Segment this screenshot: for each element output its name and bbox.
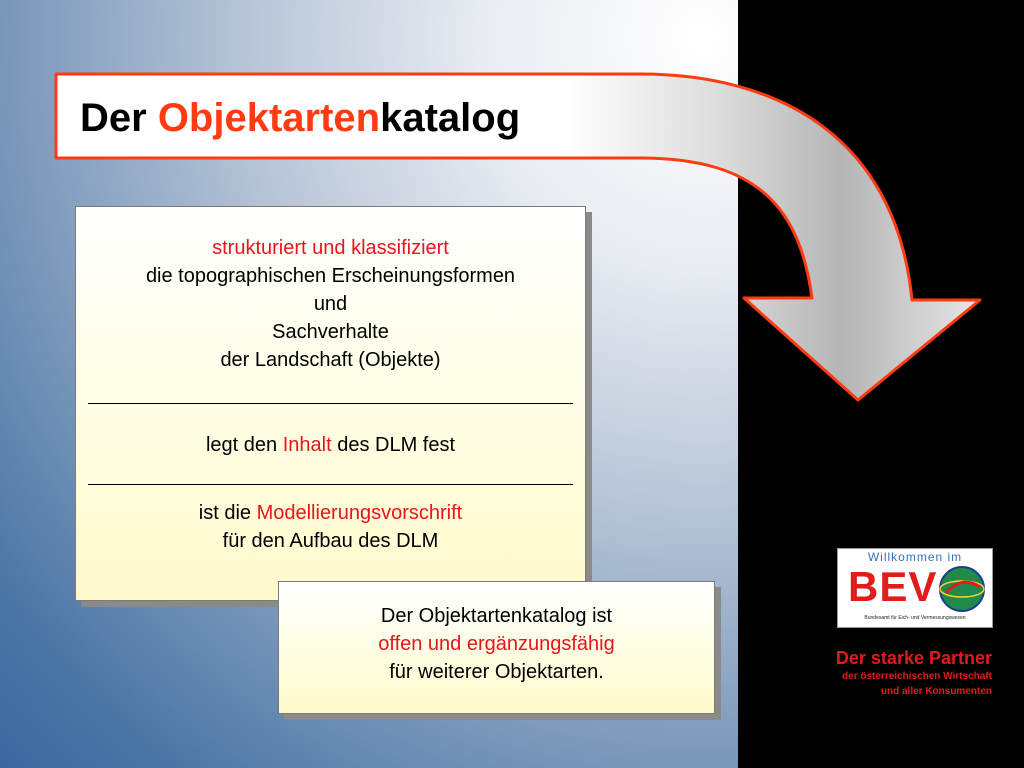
partner-slogan	[836, 648, 992, 699]
inhalt-highlight: Inhalt	[282, 434, 332, 456]
box1-line2: die topographischen Erscheinungsformen	[145, 265, 516, 287]
title-prefix: Der	[80, 96, 158, 140]
divider	[88, 403, 573, 404]
partner-line1: Der starke Partner	[835, 648, 992, 668]
box1-line4: Sachverhalte	[272, 321, 389, 343]
box1-inhalt	[76, 431, 585, 459]
modell-pre: ist die	[198, 502, 257, 524]
inhalt-post: des DLM fest	[331, 434, 456, 456]
box1-line1: strukturiert und klassifiziert	[212, 237, 449, 259]
box2-line2: offen und ergänzungsfähig	[378, 633, 615, 655]
definition-box	[75, 206, 586, 601]
inhalt-pre: legt den	[205, 434, 283, 456]
partner-line3: und aller Konsumenten	[880, 686, 992, 697]
bev-logo	[837, 548, 993, 628]
divider	[88, 484, 573, 485]
box1-line5: der Landschaft (Objekte)	[220, 349, 441, 371]
logo-name: BEV	[848, 563, 938, 610]
logo-welcome: Willkommen im	[867, 550, 963, 564]
modell-line2: für den Aufbau des DLM	[222, 530, 439, 552]
partner-line2: der österreichischen Wirtschaft	[842, 671, 992, 682]
box2-line3: für weiterer Objektarten.	[389, 661, 604, 683]
box1-line3: und	[313, 293, 348, 315]
title-suffix: katalog	[380, 96, 521, 140]
box1-modell	[76, 499, 585, 555]
modell-highlight: Modellierungsvorschrift	[256, 502, 463, 524]
logo-subtitle: Bundesamt für Eich- und Vermessungswesen	[864, 615, 966, 621]
title-accent: Objektarten	[157, 96, 381, 140]
box2-line1: Der Objektartenkatalog ist	[380, 605, 613, 627]
globe-icon	[938, 565, 986, 613]
extension-note-box	[278, 581, 715, 714]
page-title	[80, 96, 520, 141]
